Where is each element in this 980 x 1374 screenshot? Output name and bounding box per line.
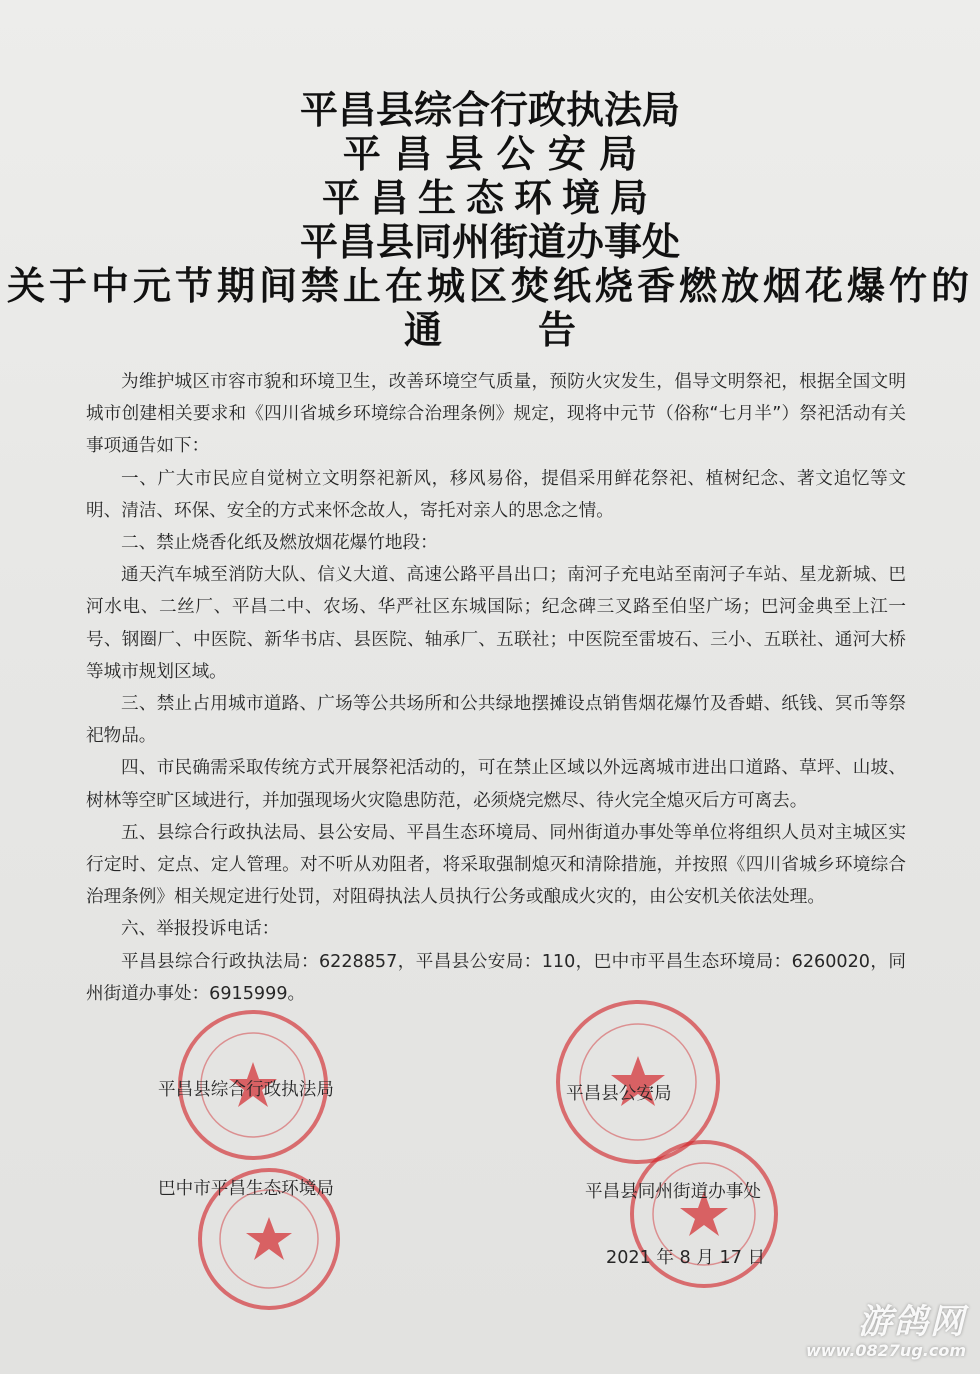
paragraph-item-4: 四、市民确需采取传统方式开展祭祀活动的，可在禁止区域以外远离城市进出口道路、草坪、山坡、树林等空旷区域进行，并加强现场火灾隐患防范，必须烧完燃尽、待火完全熄灭后方可离去。: [86, 758, 906, 811]
watermark-logo: 游鸽网: [858, 1302, 966, 1342]
paragraph-intro: 为维护城区市容市貌和环境卫生，改善环境空气质量，预防火灾发生，倡导文明祭祀，根据全国文明城市创建相关要求和《四川省城乡环境综合治理条例》规定，现将中元节（俗称“七月半”）祭祀活动有关事项通告如下：: [86, 372, 906, 457]
issuer-line-2: 平 昌 县 公 安 局: [342, 131, 638, 176]
signature-org-2: 平昌县公安局: [566, 1084, 672, 1104]
issue-date: 2021 年 8 月 17 日: [606, 1248, 766, 1268]
notice-subject-line: 关于中元节期间禁止在城区焚纸烧香燃放烟花爆竹的: [6, 263, 973, 308]
signature-org-3: 巴中市平昌生态环境局: [158, 1179, 334, 1199]
paragraph-item-3: 三、禁止占用城市道路、广场等公共场所和公共绿地摆摊设点销售烟花爆竹及香蜡、纸钱、冥币等祭祀物品。: [86, 694, 906, 747]
paragraph-hotlines: 平昌县综合行政执法局：6228857，平昌县公安局：110，巴中市平昌生态环境局：6260020，同州街道办事处：6915999。: [86, 951, 906, 1004]
issuer-line-4: 平昌县同州街道办事处: [299, 219, 680, 264]
site-watermark: [806, 1302, 966, 1360]
signature-org-4: 平昌县同州街道办事处: [585, 1182, 761, 1202]
paragraph-item-5: 五、县综合行政执法局、县公安局、平昌生态环境局、同州街道办事处等单位将组织人员对主城区实行定时、定点、定人管理。对不听从劝阻者，将采取强制熄灭和清除措施，并按照《四川省城乡环境综合治理条例》相关规定进行处罚，对阻碍执法人员执行公务或酿成火灾的，由公安机关依法处理。: [86, 822, 906, 908]
issuer-line-1: 平昌县综合行政执法局: [299, 87, 680, 132]
watermark-url: www.0827ug.com: [806, 1341, 966, 1360]
paragraph-item-1: 一、广大市民应自觉树立文明祭祀新风，移风易俗，提倡采用鲜花祭祀、植树纪念、著文追忆等文明、清洁、环保、安全的方式来怀念故人，寄托对亲人的思念之情。: [86, 468, 906, 521]
signature-org-1: 平昌县综合行政执法局: [158, 1080, 334, 1100]
paragraph-item-6: 六、举报投诉电话：: [121, 919, 280, 940]
paragraph-prohibited-areas: 通天汽车城至消防大队、信义大道、高速公路平昌出口；南河子充电站至南河子车站、星龙新城、巴河水电、二丝厂、平昌二中、农场、华严社区东城国际；纪念碑三叉路至伯坚广场；巴河金典至上江一号、钢圈厂、中医院、新华书店、县医院、轴承厂、五联社；中医院至雷坡石、三小、五联社、通河大桥等城市规划区域。: [86, 565, 906, 682]
paragraph-item-2: 二、禁止烧香化纸及燃放烟花爆竹地段：: [121, 533, 438, 554]
notice-heading: 通告: [403, 307, 672, 352]
issuer-line-3: 平昌生态环境局: [321, 175, 658, 220]
